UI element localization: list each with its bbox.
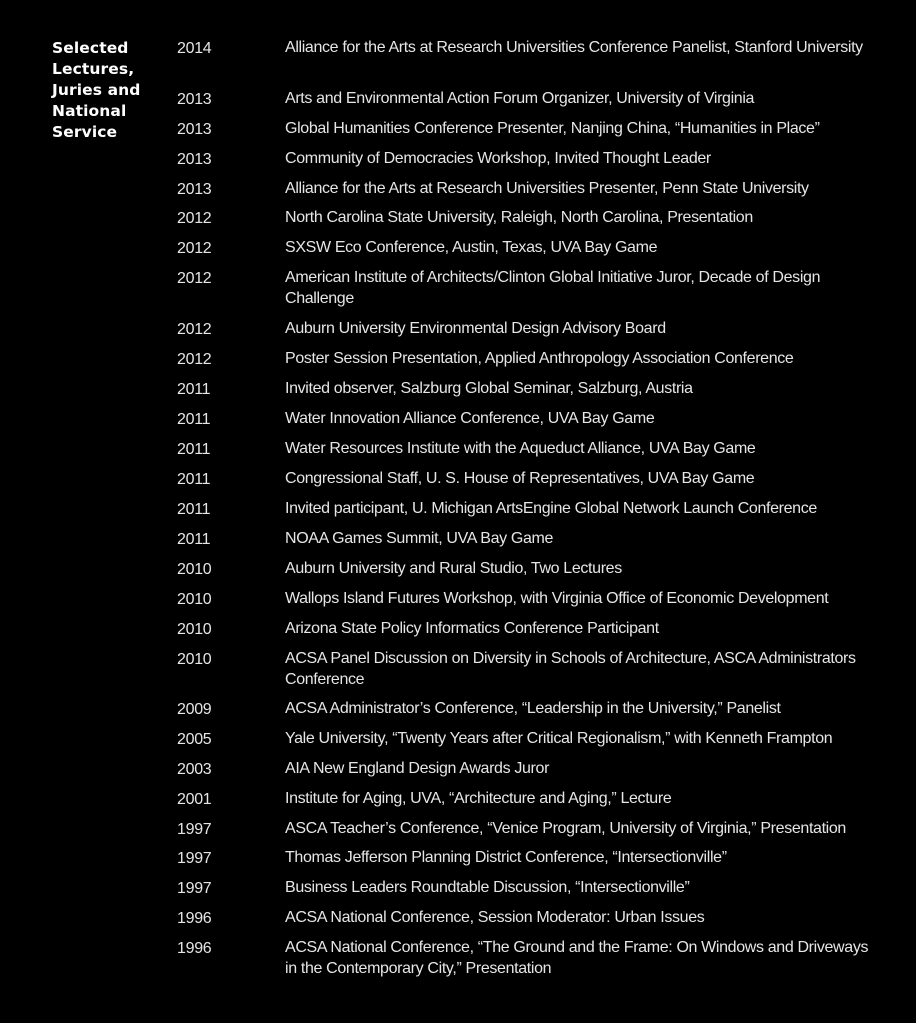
entry-description: ACSA National Conference, “The Ground and the Frame: On Windows and Driveways in the Contemporary City,” Presentation (285, 939, 869, 977)
entry-description: Community of Democracies Workshop, Invited Thought Leader (285, 150, 711, 167)
entry-description: ASCA Teacher’s Conference, “Venice Program, University of Virginia,” Presentation (285, 820, 846, 837)
entry-year: 1996 (177, 940, 212, 957)
entry-year: 2013 (177, 151, 212, 168)
entry-description: Invited participant, U. Michigan ArtsEngine Global Network Launch Conference (285, 500, 817, 517)
entry-year: 2014 (177, 40, 212, 57)
entry-description: Water Innovation Alliance Conference, UVA Bay Game (285, 410, 655, 427)
entry-description: Alliance for the Arts at Research Universities Presenter, Penn State University (285, 180, 809, 197)
entry-description: Arizona State Policy Informatics Conference Participant (285, 620, 659, 637)
entry-description: American Institute of Architects/Clinton Global Initiative Juror, Decade of Design Challenge (285, 269, 821, 307)
entry-year: 2009 (177, 701, 212, 718)
entry-year: 2010 (177, 651, 212, 668)
entry-year: 2011 (177, 501, 211, 518)
entry-year: 1997 (177, 880, 212, 897)
entry-year: 2012 (177, 240, 212, 257)
entry-description: Wallops Island Futures Workshop, with Virginia Office of Economic Development (285, 590, 829, 607)
entry-description: Global Humanities Conference Presenter, Nanjing China, “Humanities in Place” (285, 120, 820, 137)
entry-year: 2001 (177, 791, 212, 808)
entry-year: 2011 (177, 471, 211, 488)
entry-year: 2011 (177, 411, 211, 428)
entry-year: 2010 (177, 591, 212, 608)
entry-year: 2013 (177, 181, 212, 198)
entry-year: 2011 (177, 531, 211, 548)
entry-description: Institute for Aging, UVA, “Architecture and Aging,” Lecture (285, 790, 672, 807)
entry-description: Yale University, “Twenty Years after Critical Regionalism,” with Kenneth Frampton (285, 730, 833, 747)
entry-description: Business Leaders Roundtable Discussion, “Intersectionville” (285, 879, 690, 896)
entry-description: ACSA Panel Discussion on Diversity in Schools of Architecture, ASCA Administrators Conference (285, 650, 856, 688)
entry-description: Poster Session Presentation, Applied Anthropology Association Conference (285, 350, 794, 367)
entry-year: 2012 (177, 270, 212, 287)
entry-year: 2013 (177, 91, 212, 108)
entry-year: 2011 (177, 441, 211, 458)
entry-description: Invited observer, Salzburg Global Seminar, Salzburg, Austria (285, 380, 693, 397)
entry-year: 2012 (177, 210, 212, 227)
entry-description: Thomas Jefferson Planning District Conference, “Intersectionville” (285, 849, 727, 866)
entry-description: Congressional Staff, U. S. House of Representatives, UVA Bay Game (285, 470, 755, 487)
entry-year: 2010 (177, 561, 212, 578)
entry-year: 1997 (177, 821, 212, 838)
entry-description: ACSA National Conference, Session Moderator: Urban Issues (285, 909, 705, 926)
entry-description: Alliance for the Arts at Research Universities Conference Panelist, Stanford University (285, 39, 863, 56)
entry-year: 1996 (177, 910, 212, 927)
entry-year: 2012 (177, 351, 212, 368)
entry-description: SXSW Eco Conference, Austin, Texas, UVA Bay Game (285, 239, 658, 256)
entry-description: North Carolina State University, Raleigh, North Carolina, Presentation (285, 209, 753, 226)
entry-year: 2012 (177, 321, 212, 338)
entry-description: Arts and Environmental Action Forum Organizer, University of Virginia (285, 90, 755, 107)
entry-year: 2010 (177, 621, 212, 638)
entry-year: 2013 (177, 121, 212, 138)
entry-year: 2005 (177, 731, 212, 748)
entry-description: ACSA Administrator’s Conference, “Leadership in the University,” Panelist (285, 700, 781, 717)
entry-description: NOAA Games Summit, UVA Bay Game (285, 530, 554, 547)
entry-description: Auburn University and Rural Studio, Two Lectures (285, 560, 622, 577)
entry-description: AIA New England Design Awards Juror (285, 760, 550, 777)
entry-year: 2011 (177, 381, 211, 398)
entry-description: Water Resources Institute with the Aqueduct Alliance, UVA Bay Game (285, 440, 756, 457)
entry-year: 2003 (177, 761, 212, 778)
section-heading: Selected Lectures, Juries and National Service (52, 39, 141, 141)
entry-year: 1997 (177, 850, 212, 867)
entry-description: Auburn University Environmental Design Advisory Board (285, 320, 666, 337)
